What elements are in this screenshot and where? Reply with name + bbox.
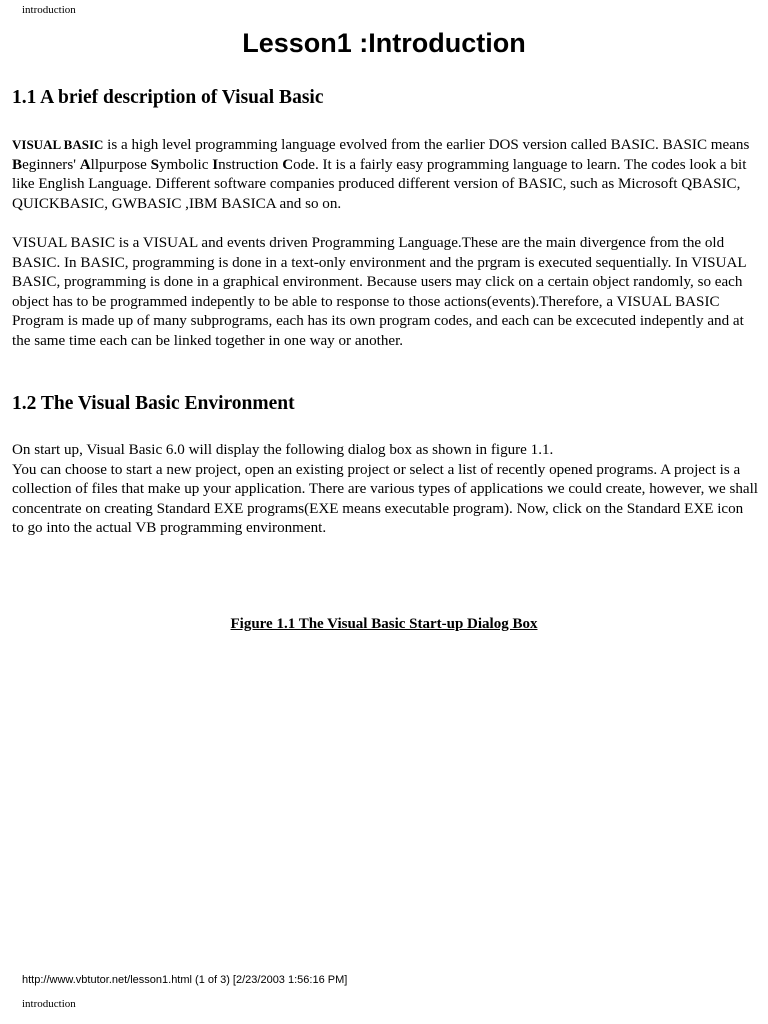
page-header-label: introduction bbox=[22, 4, 76, 16]
page-title: Lesson1 :Introduction bbox=[242, 28, 526, 58]
section-heading-1-2: 1.2 The Visual Basic Environment bbox=[12, 393, 295, 414]
footer-url: http://www.vbtutor.net/lesson1.html (1 of 3) [2/23/2003 1:56:16 PM] bbox=[22, 974, 348, 986]
figure-caption: Figure 1.1 The Visual Basic Start-up Dialog Box bbox=[230, 616, 538, 632]
section-heading-1-1: 1.1 A brief description of Visual Basic bbox=[12, 87, 324, 108]
paragraph-visual-events: VISUAL BASIC is a VISUAL and events driven Programming Language.These are the main divergence from the old BASIC. In BASIC, programming is done in a text-only environment and the prgram is executed sequentially. In VISUAL BASIC, programming is done in a graphical environment. Because users may click on a certain object randomly, so each object has to be programmed indepently to be able to response to those actions(events).Therefore, a VISUAL BASIC Program is made up of many subprograms, each has its own program codes, and each can be excecuted indepently and at the same time each can be linked together in one way or another. bbox=[12, 235, 747, 349]
paragraph-vb-description: VISUAL BASIC is a high level programming language evolved from the earlier DOS version called BASIC. BASIC means Beginners' Allpurpose Symbolic Instruction Code. It is a fairly easy programming language to learn. The codes look a bit like English Language. Different software companies produced different version of BASIC, such as Microsoft QBASIC, QUICKBASIC, GWBASIC ,IBM BASICA and so on. bbox=[12, 137, 750, 212]
paragraph-environment: On start up, Visual Basic 6.0 will display the following dialog box as shown in figure 1.1. You can choose to start a new project, open an existing project or select a list of recently opened programs. A project is a collection of files that make up your application. There are various types of applications we could create, however, we shall concentrate on creating Standard EXE programs(EXE means executable program). Now, click on the Standard EXE icon to go into the actual VB programming environment. bbox=[12, 442, 758, 537]
vb-term: VISUAL BASIC bbox=[12, 137, 104, 152]
page-footer-label: introduction bbox=[22, 998, 76, 1010]
